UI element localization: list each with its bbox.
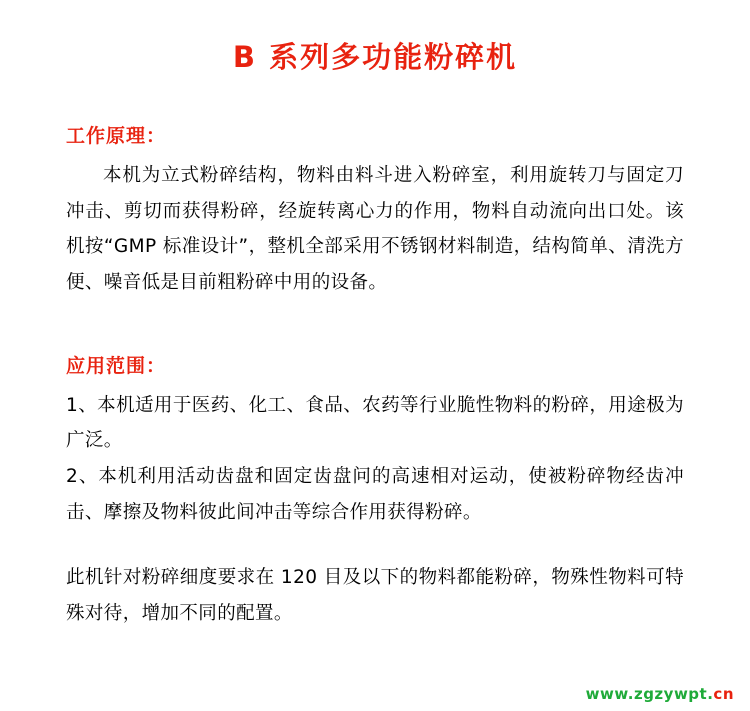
application-item-2: 2、本机利用活动齿盘和固定齿盘问的高速相对运动，使被粉碎物经齿冲击、摩擦及物料彼此间冲击等综合作用获得粉碎。	[66, 466, 684, 523]
section-heading-application-range: 应用范围：	[66, 354, 167, 377]
watermark-tld-text: cn	[713, 685, 734, 703]
watermark	[586, 685, 734, 703]
fineness-note-paragraph: 此机针对粉碎细度要求在 120 目及以下的物料都能粉碎，物殊性物料可特殊对待，增加不同的配置。	[66, 567, 684, 625]
working-principle-paragraph: 本机为立式粉碎结构，物料由料斗进入粉碎室，利用旋转刀与固定刀冲击、剪切而获得粉碎，经旋转离心力的作用，物料自动流向出口处。该机按“GMP 标准设计”，整机全部采用不锈钢材料制造，结构简单、清洗方便、噪音低是目前粗粉碎中用的设备。	[66, 164, 684, 293]
application-item-1: 1、本机适用于医药、化工、食品、农药等行业脆性物料的粉碎，用途极为广泛。	[66, 394, 684, 452]
page-title: B 系列多功能粉碎机	[232, 40, 518, 74]
watermark-domain-text: www.zgzywpt.	[585, 685, 714, 703]
section-heading-working-principle: 工作原理：	[66, 124, 167, 147]
